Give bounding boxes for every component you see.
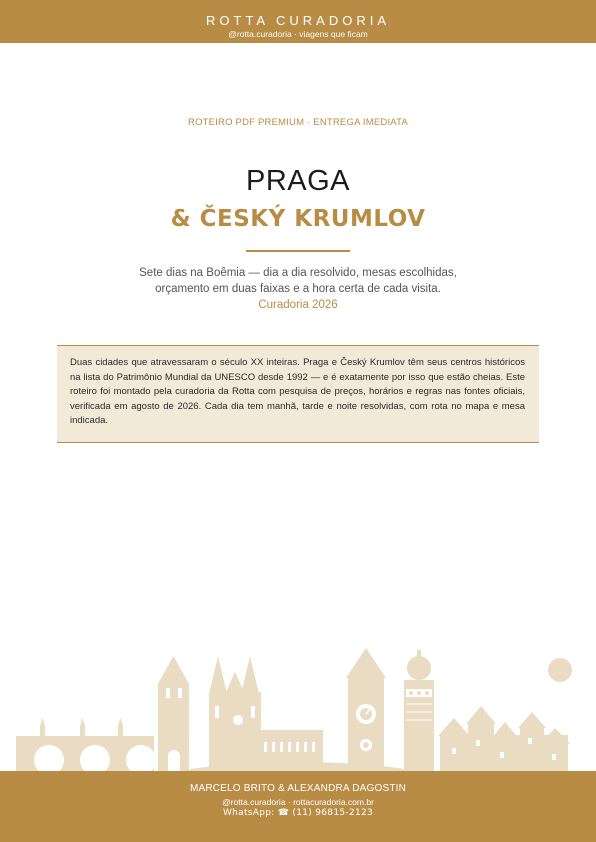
sun-shape [548,658,572,682]
header-bar [0,0,596,43]
title-divider [246,250,350,252]
intro-line-2: orçamento em duas faixas e a hora certa de cada visita. [155,283,441,295]
edition-label: Curadoria 2026 [258,299,338,311]
cover-intro [100,265,496,313]
footer-links: @rotta.curadoria · rottacuradoria.com.br [222,797,374,807]
footer-whatsapp: WhatsApp: ☎ (11) 96815-2123 [222,808,374,818]
prague-skyline-illustration [0,645,596,775]
cover-kicker: ROTEIRO PDF PREMIUM · ENTREGA IMEDIATA [188,117,408,128]
intro-line-1: Sete dias na Boêmia — dia a dia resolvido, mesas escolhidas, [139,267,457,279]
brand-name: ROTTA CURADORIA [206,13,390,28]
footer-bar [0,771,596,842]
cover-title-praga: PRAGA [245,165,351,197]
footer-authors: MARCELO BRITO & ALEXANDRA DAGOSTIN [189,783,407,794]
brand-tagline: @rotta.curadoria · viagens que ficam [228,29,368,39]
cathedral-shape [209,656,323,774]
intro-box-text: Duas cidades que atravessaram o século XX inteiras. Praga e Český Krumlov têm seus centros históricos na lista do Patrimônio Mundial da UNESCO desde 1992 — e é exatamente por isso que estão cheias. Este roteiro foi montado pela curadoria da Rotta com pesquisa de preços, horários e regras nas fontes oficiais, verificada em agosto de 2026. Cada dia tem manhã, tarde e noite resolvidas, com rota no mapa e mesa indicada. [70,357,525,426]
cover-title-krumlov: & ČESKÝ KRUMLOV [170,206,426,232]
houses-shape [438,706,570,774]
intro-box [57,345,539,443]
